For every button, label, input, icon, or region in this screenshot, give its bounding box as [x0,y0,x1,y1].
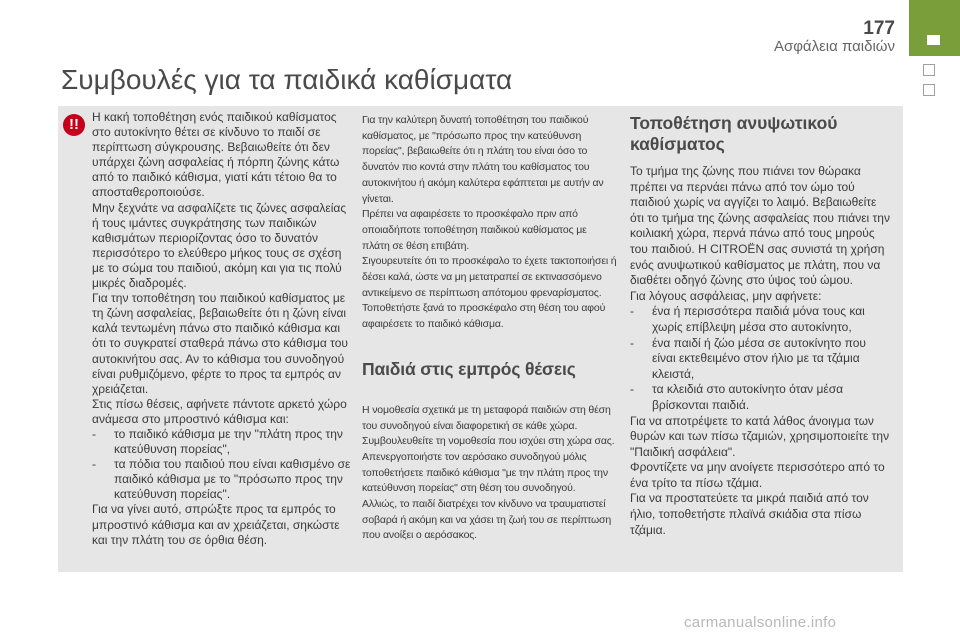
column-middle [362,113,617,544]
paragraph: Στις πίσω θέσεις, αφήνετε πάντοτε αρκετό χώρο ανάμεσα στο μπροστινό κάθισμα και: [92,396,347,426]
watermark: carmanualsonline.info [684,614,837,631]
list-item-text: το παιδικό κάθισμα με την "πλάτη προς την κατεύθυνση πορείας", [114,426,343,457]
nav-square-icon [923,64,935,76]
paragraph: Η νομοθεσία σχετικά με τη μεταφορά παιδιών στη θέση του συνοδηγού είναι διαφορετική σε κάθε χώρα. Συμβουλευθείτε τη νομοθεσία που ισχύει στη χώρα σας. [362,403,615,448]
column-right [630,113,892,538]
paragraph: Για να γίνει αυτό, σπρώξτε προς τα εμπρός το μπροστινό κάθισμα και αν χρειάζεται, σηκώστε και την πλάτη του σε όρθια θέση. [92,502,340,547]
list-item [630,336,892,383]
paragraph: Αλλιώς, το παιδί διατρέχει τον κίνδυνο να τραυματιστεί σοβαρά ή ακόμη και να χάσει τη ζωή του σε περίπτωση που ανοίξει ο αερόσακος. [362,498,612,542]
paragraph: Για να προστατεύετε τα μικρά παιδιά από τον ήλιο, τοποθετήστε πλαϊνά σκιάδια στα πίσω τζάμια. [630,491,869,537]
chapter-tab-marker [927,35,940,45]
section-heading-booster-seat: Τοποθέτηση ανυψωτικού καθίσματος [630,113,838,154]
list-dash: - [630,382,634,397]
list-item [92,457,354,502]
list-dash: - [630,335,634,350]
paragraph: Για την τοποθέτηση του παιδικού καθίσματος με τη ζώνη ασφαλείας, βεβαιωθείτε ότι η ζώνη είναι καλά τεντωμένη πάνω στο παιδικό κάθισμα και ότι το συγκρατεί σταθερά πάνω στο κάθισμα του αυτοκινήτου σας. Αν το κάθισμα του συνοδηγού είναι ρυθμιζόμενο, φέρτε το προς τα εμπρός αν χρειάζεται. [92,291,348,396]
paragraph: Για την καλύτερη δυνατή τοποθέτηση του παιδικού καθίσματος, με "πρόσωπο προς την κατεύθυνση πορείας", βεβαιωθείτε ότι η πλάτη του είναι όσο το δυνατόν πιο κοντά στην πλάτη του καθίσματος του αυτοκινήτου ή ακόμη καλύτερα εφάπτεται με αυτήν αν γίνεται. [362,114,604,205]
paragraph: Σιγουρευτείτε ότι το προσκέφαλο το έχετε τακτοποιήσει ή δέσει καλά, ώστε να μη μετατραπεί σε εκτινασσόμενο αντικείμενο σε περίπτωση απότομου φρεναρίσματος. Τοποθετήστε ξανά το προσκέφαλο στη θέση του αφού αφαιρέσετε το παιδικό κάθισμα. [362,255,617,331]
nav-square-icon [923,84,935,96]
paragraph: Μην ξεχνάτε να ασφαλίζετε τις ζώνες ασφαλείας ή τους ιμάντες συγκράτησης των παιδικών καθισμάτων περιορίζοντας όσο το δυνατόν περισσότερο το ελεύθερο μήκος τους σε σχέση με το σώμα του παιδιού, ακόμη και για τις πολύ μικρές διαδρομές. [92,200,347,291]
list-item-text: τα κλειδιά στο αυτοκίνητο όταν μέσα βρίσκονται παιδιά. [652,382,844,412]
paragraph: Η κακή τοποθέτηση ενός παιδικού καθίσματος στο αυτοκίνητο θέτει σε κίνδυνο το παιδί σε περίπτωση σύγκρουσης. Βεβαιωθείτε ότι δεν υπάρχει ζώνη ασφαλείας ή πόρπη ζώνης κάτω από το παιδικό κάθισμα, γιατί κάτι τέτοιο θα το αποσταθεροποιούσε. [92,110,340,200]
paragraph: Φροντίζετε να μην ανοίγετε περισσότερο από το ένα τρίτο τα πίσω τζάμια. [630,460,885,490]
paragraph: Για να αποτρέψετε το κατά λάθος άνοιγμα των θυρών και των πίσω τζαμιών, χρησιμοποιείτε την "Παιδική ασφάλεια". [630,413,890,459]
paragraph: Για λόγους ασφάλειας, μην αφήνετε: [630,288,822,303]
page-title: Συμβουλές για τα παιδικά καθίσματα [61,64,513,95]
list-dash: - [92,426,96,441]
warning-icon: !! [63,114,85,136]
page-number: 177 [863,18,895,39]
section-heading-front-seats: Παιδιά στις εμπρός θέσεις [362,358,576,379]
list-item [92,427,354,457]
paragraph: Πρέπει να αφαιρέσετε το προσκέφαλο πριν από οποιαδήποτε τοποθέτηση παιδικού καθίσματος με πλάτη σε θέση επιβάτη. [362,208,587,252]
list-dash: - [630,304,634,319]
list-dash: - [92,457,96,472]
list-item-text: ένα ή περισσότερα παιδιά μόνα τους και χωρίς επίβλεψη μέσα στο αυτοκίνητο, [652,304,865,334]
list-item-text: ένα παιδί ή ζώο μέσα σε αυτοκίνητο που είναι εκτεθειμένο στον ήλιο με τα τζάμια κλειστά, [652,335,866,381]
paragraph: Απενεργοποιήστε τον αερόσακο συνοδηγού μόλις τοποθετήσετε παιδικό κάθισμα "με την πλάτη προς την κατεύθυνση πορείας" στη θέση του συνοδηγού. [362,450,608,495]
chapter-tab [909,0,960,56]
list-item-text: τα πόδια του παιδιού που είναι καθισμένο σε παιδικό κάθισμα με το "πρόσωπο προς την κατεύθυνση πορείας". [114,457,351,502]
section-title: Ασφάλεια παιδιών [773,38,895,55]
paragraph: Το τμήμα της ζώνης που πιάνει τον θώρακα πρέπει να περνάει πάνω από τον ώμο τού παιδιού χωρίς να αγγίζει το λαιμό. Βεβαιωθείτε ότι το τμήμα της ζώνης ασφαλείας που πιάνει την κοιλιακή χώρα, περνά πάνω από τους μηρούς του παιδιού. Η CITROËN σας συνιστά τη χρήση ενός ανυψωτικού καθίσματος με πλάτη, που να διαθέτει οδηγό ζώνης στο ύψος τού ώμου. [630,164,890,288]
list-item [630,382,892,413]
column-left [92,110,354,548]
list-item [630,304,892,335]
